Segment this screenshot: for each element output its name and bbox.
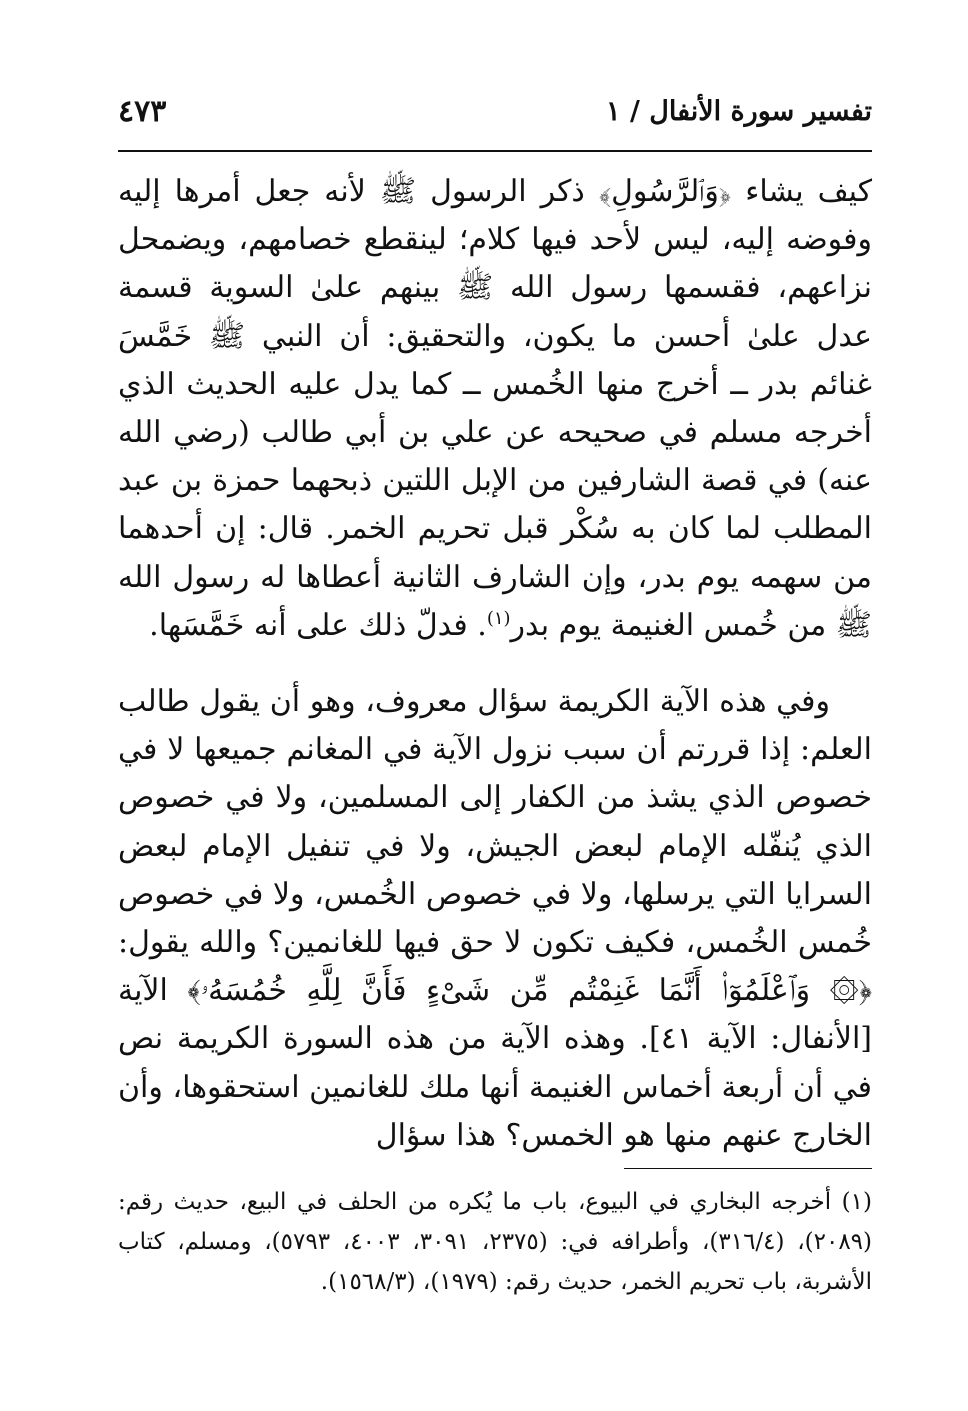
footnote-1: (١) أخرجه البخاري في البيوع، باب ما يُكره من الحلف في البيع، حديث رقم: (٢٠٨٩)، (٣١٦/٤)، وأطرافه في: (٢٣٧٥، ٣٠٩١، ٤٠٠٣، ٥٧٩٣)، ومسلم، كتاب الأشربة، باب تحريم الخمر، حديث رقم: (١٩٧٩)، (١٥٦٨/٣).	[118, 1189, 873, 1295]
footnote-reference: (١)	[486, 607, 511, 629]
running-title: تفسير سورة الأنفال / ١	[606, 96, 872, 127]
body-text	[118, 168, 872, 1160]
footnotes	[118, 1182, 872, 1302]
paragraph-1	[118, 168, 872, 650]
page-header	[118, 92, 872, 152]
paragraph-1-text: كيف يشاء ﴿وَٱلرَّسُولِ﴾ ذكر الرسول ﷺ لأنه جعل أمرها إليه وفوضه إليه، ليس لأحد فيها كلام؛ لينقطع خصامهم، ويضمحل نزاعهم، فقسمها رسول الله ﷺ بينهم علىٰ السوية قسمة عدل علىٰ أحسن ما يكون، والتحقيق: أن النبي ﷺ خَمَّسَ غنائم بدر ــ أخرج منها الخُمس ــ كما يدل عليه الحديث الذي أخرجه مسلم في صحيحه عن علي بن أبي طالب (رضي الله عنه) في قصة الشارفين من الإبل اللتين ذبحهما حمزة بن عبد المطلب لما كان به سُكْر قبل تحريم الخمر. قال: إن أحدهما من سهمه يوم بدر، وإن الشارف الثانية أعطاها له رسول الله ﷺ من خُمس الغنيمة يوم بدر	[118, 174, 872, 643]
footnote-divider	[624, 1168, 872, 1169]
paragraph-2: وفي هذه الآية الكريمة سؤال معروف، وهو أن يقول طالب العلم: إذا قررتم أن سبب نزول الآية في المغانم جميعها لا في خصوص الذي يشذ من الكفار إلى المسلمين، ولا في خصوص الذي يُنفّله الإمام لبعض الجيش، ولا في تنفيل الإمام لبعض السرايا التي يرسلها، ولا في خصوص الخُمس، ولا في خصوص خُمس الخُمس، فكيف تكون لا حق فيها للغانمين؟ والله يقول: ﴿۞ وَٱعْلَمُوٓا۟ أَنَّمَا غَنِمْتُم مِّن شَىْءٍ فَأَنَّ لِلَّهِ خُمُسَهُۥ﴾ الآية [الأنفال: الآية ٤١]. وهذه الآية من هذه السورة الكريمة نص في أن أربعة أخماس الغنيمة أنها ملك للغانمين استحقوها، وأن الخارج عنهم منها هو الخمس؟ هذا سؤال	[118, 684, 872, 1153]
paragraph-1-end: . فدلّ ذلك على أنه خَمَّسَها.	[149, 607, 487, 643]
page-number: ٤٧٣	[118, 94, 167, 129]
header-divider	[118, 150, 872, 152]
